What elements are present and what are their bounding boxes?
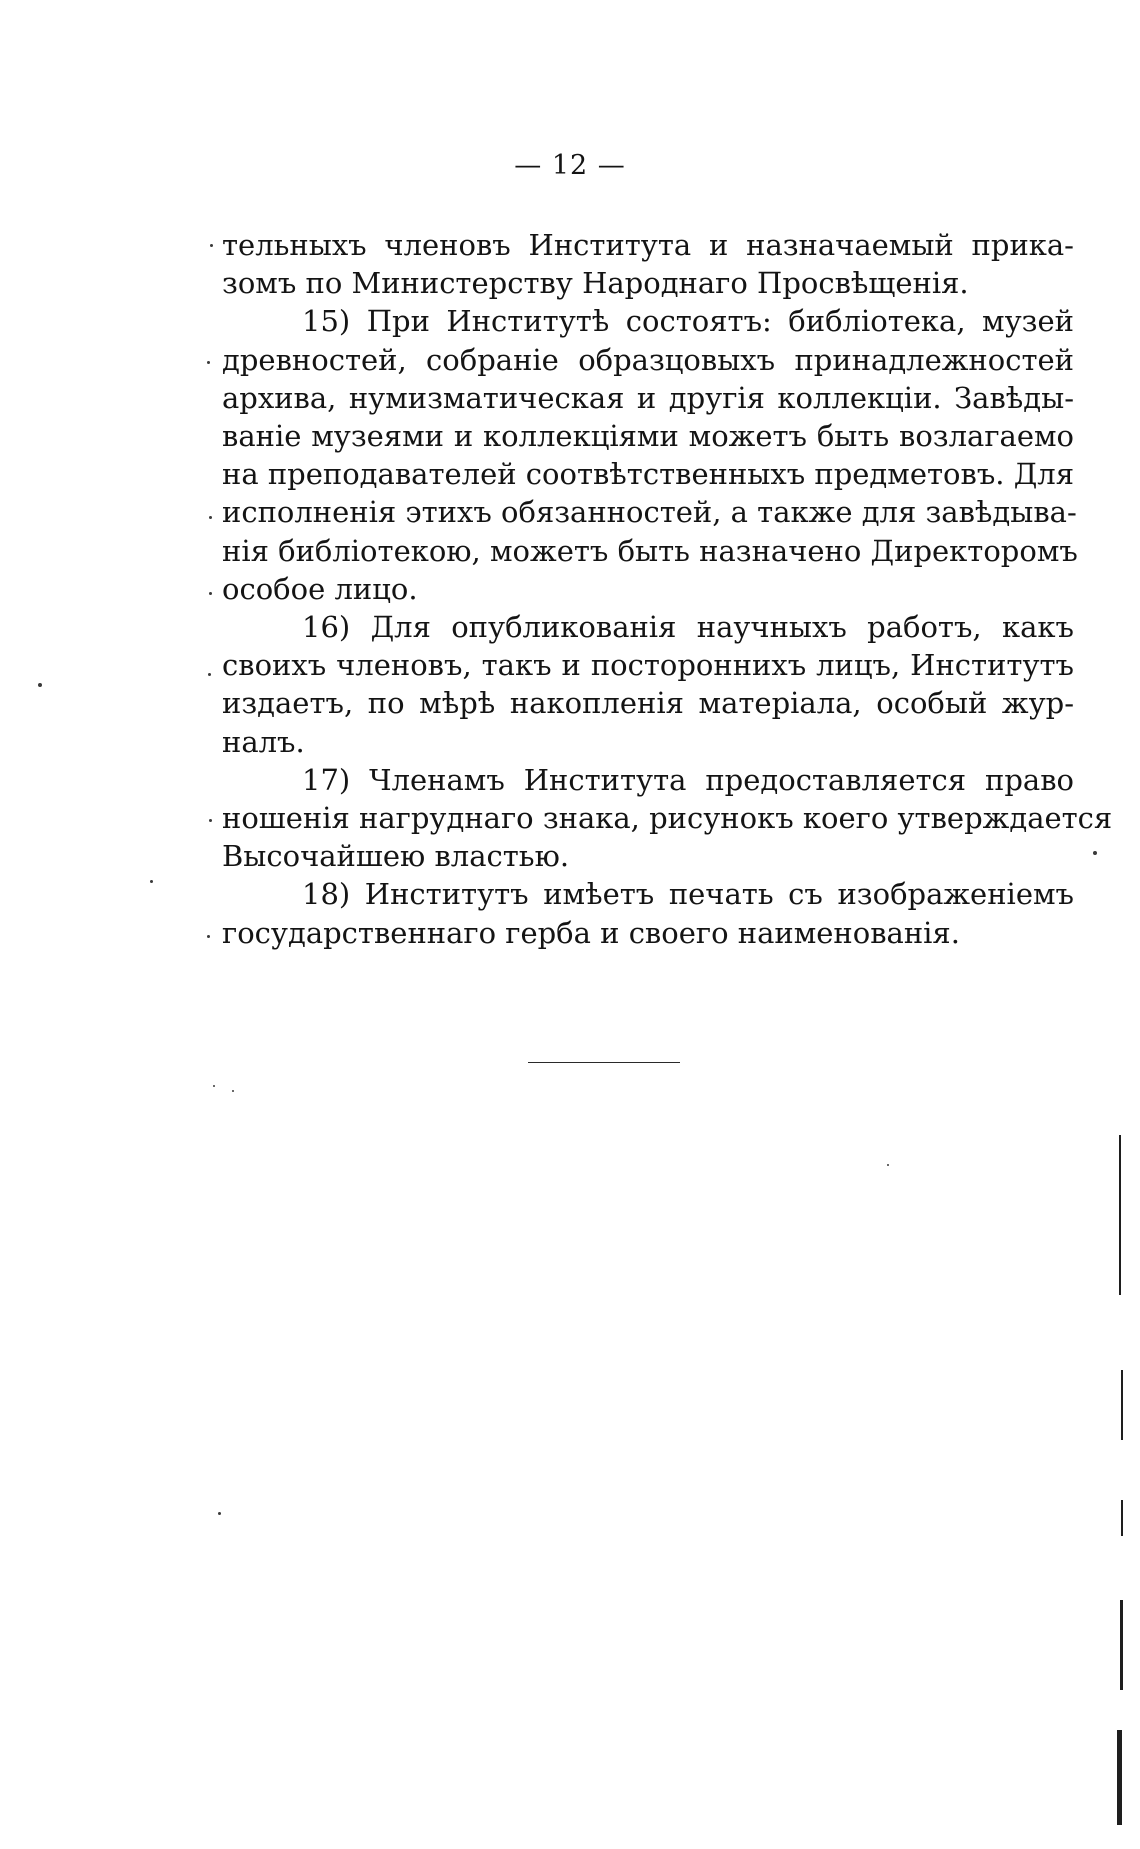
scan-speck (218, 1512, 221, 1515)
text-line: архива, нумизматическая и другія коллекціи. Завѣды- (222, 380, 1074, 415)
text-line: ношенія нагруднаго знака, рисунокъ коего утверждается (222, 801, 1113, 836)
paragraph-continuation (222, 226, 1074, 302)
text-line: ваніе музеями и коллекціями можетъ быть возлагаемо (222, 419, 1074, 454)
text-line: 17) Членамъ Института предоставляется право (302, 762, 1074, 797)
scan-speck (210, 244, 213, 247)
text-line: древностей, собраніе образцовыхъ принадлежностей (222, 342, 1074, 377)
scan-edge-mark (1121, 1370, 1123, 1440)
scan-speck (232, 1090, 234, 1092)
text-line: на преподавателей соотвѣтственныхъ предметовъ. Для (222, 457, 1075, 492)
end-rule (528, 1062, 680, 1063)
text-line: 18) Институтъ имѣетъ печать съ изображеніемъ (302, 877, 1074, 912)
scan-speck (213, 1085, 215, 1087)
scan-edge-mark (1120, 1600, 1123, 1690)
scan-speck (38, 683, 42, 687)
text-line: исполненія этихъ обязанностей, а также для завѣдыва- (222, 495, 1077, 530)
body-text (222, 226, 1113, 952)
paragraph-17 (222, 761, 1113, 876)
paragraph-18 (222, 875, 1074, 951)
scan-speck (207, 361, 210, 364)
scan-speck (209, 516, 212, 519)
scan-speck (150, 880, 153, 883)
text-line: налъ. (222, 724, 305, 759)
text-line: своихъ членовъ, такъ и постороннихъ лицъ, Институтъ (222, 648, 1074, 683)
scan-edge-mark (1121, 1500, 1123, 1536)
text-line: 16) Для опубликованія научныхъ работъ, какъ (302, 610, 1074, 645)
text-line: 15) При Институтѣ состоятъ: библіотека, музей (302, 304, 1074, 339)
paragraph-16 (222, 608, 1074, 761)
scan-speck (207, 935, 210, 938)
text-line: нія библіотекою, можетъ быть назначено Директоромъ (222, 533, 1078, 568)
paragraph-15 (222, 302, 1078, 608)
scan-edge-mark (1119, 1135, 1121, 1295)
scan-speck (209, 592, 212, 595)
text-line: особое лицо. (222, 571, 418, 606)
scan-edge-mark (1117, 1730, 1122, 1825)
scan-speck (208, 673, 211, 676)
text-line: Высочайшею властью. (222, 839, 570, 874)
scan-speck (1093, 851, 1097, 855)
scan-speck (887, 1164, 889, 1166)
text-line: государственнаго герба и своего наименованія. (222, 915, 960, 950)
text-line: издаетъ, по мѣрѣ накопленія матеріала, особый жур- (222, 686, 1074, 721)
text-line: зомъ по Министерству Народнаго Просвѣщенія. (222, 266, 969, 301)
text-line: тельныхъ членовъ Института и назначаемый прика- (222, 228, 1074, 262)
page-number: — 12 — (514, 150, 626, 181)
scan-speck (209, 819, 212, 822)
